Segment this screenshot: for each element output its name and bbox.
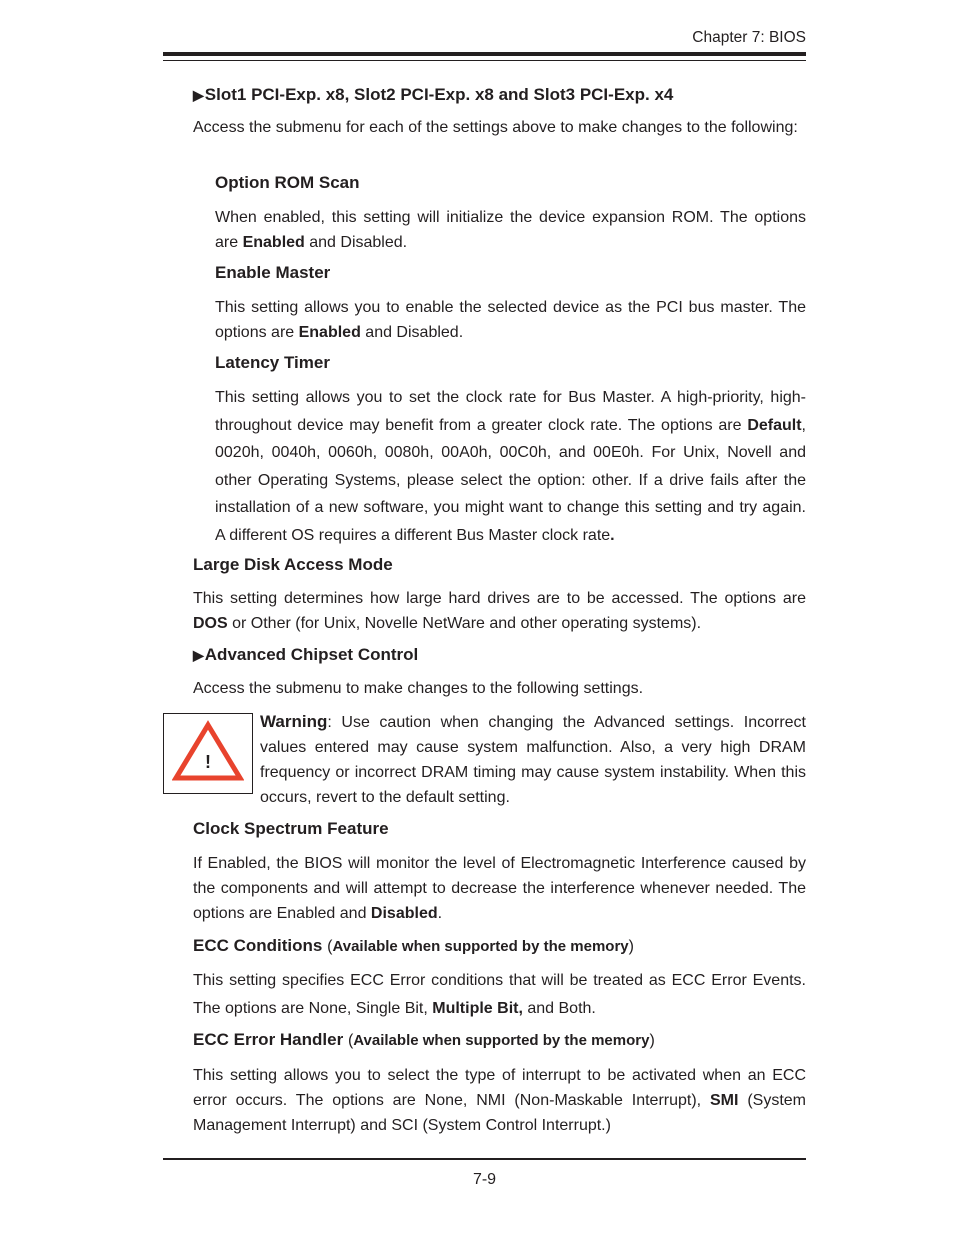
large-disk-text: This setting determines how large hard drives are to be accessed. The options are DOS or Other (for Unix, Novelle NetWare and other operating systems). xyxy=(193,590,806,632)
warning-box xyxy=(163,713,253,794)
enable-master-text: This setting allows you to enable the selected device as the PCI bus master. The options are Enabled and Disabled. xyxy=(215,299,806,341)
header-rule-thin xyxy=(163,60,806,61)
arrow-right-icon: ▶ xyxy=(193,647,204,663)
large-disk-heading: Large Disk Access Mode xyxy=(193,555,393,574)
warning-label: Warning xyxy=(260,712,328,731)
latency-timer-text: This setting allows you to set the clock rate for Bus Master. A high-priority, high-throughout device may benefit from a greater clock rate. The options are Default, 0020h, 0040h, 0060h, 0080h, 00A0h, 00C0h, and 00E0h. For Unix, Novell and other Operating Systems, please select the option: other. If a drive fails after the installation of a new software, you might want to change this setting and try again. A different OS requires a different Bus Master clock rate. xyxy=(215,389,806,544)
ecc-conditions-text: This setting specifies ECC Error conditions that will be treated as ECC Error Events. The options are None, Single Bit, Multiple Bit, and Both. xyxy=(193,972,806,1017)
enable-master-heading: Enable Master xyxy=(215,263,331,282)
slots-heading-text: Slot1 PCI-Exp. x8, Slot2 PCI-Exp. x8 and Slot3 PCI-Exp. x4 xyxy=(204,85,674,104)
slots-heading xyxy=(193,85,806,105)
warning-text: Warning: Use caution when changing the Advanced settings. Incorrect values entered may cause system malfunction. Also, a very high DRAM frequency or incorrect DRAM timing may cause system instability. When this occurs, revert to the default setting. xyxy=(260,712,806,806)
latency-timer-heading: Latency Timer xyxy=(215,353,330,372)
clock-spectrum-heading: Clock Spectrum Feature xyxy=(193,819,389,838)
clock-spectrum-text: If Enabled, the BIOS will monitor the level of Electromagnetic Interference caused by the components and will attempt to decrease the interference whenever needed. The options are Enabled and Disabled. xyxy=(193,855,806,922)
option-rom-text: When enabled, this setting will initialize the device expansion ROM. The options are Enabled and Disabled. xyxy=(215,209,806,251)
ecc-handler-text: This setting allows you to select the type of interrupt to be activated when an ECC error occurs. The options are None, NMI (Non-Maskable Interrupt), SMI (System Management Interrupt) and SCI (System Control Interrupt.) xyxy=(193,1067,806,1134)
advanced-chipset-heading xyxy=(193,645,806,665)
slots-text: Access the submenu for each of the settings above to make changes to the following: xyxy=(193,119,798,136)
header-rule-thick xyxy=(163,52,806,56)
ecc-conditions-heading: ECC Conditions (Available when supported by the memory) xyxy=(193,936,634,955)
svg-text:!: ! xyxy=(205,752,211,772)
ecc-handler-note: Available when supported by the memory xyxy=(353,1032,650,1049)
arrow-right-icon: ▶ xyxy=(193,87,204,103)
warning-triangle-icon xyxy=(172,720,244,784)
ecc-handler-heading: ECC Error Handler (Available when supported by the memory) xyxy=(193,1030,655,1049)
chapter-header: Chapter 7: BIOS xyxy=(692,29,806,46)
footer-rule xyxy=(163,1158,806,1160)
page-number: 7-9 xyxy=(472,1171,497,1188)
advanced-chipset-heading-text: Advanced Chipset Control xyxy=(204,645,419,664)
ecc-conditions-note: Available when supported by the memory xyxy=(332,938,629,955)
advanced-chipset-text: Access the submenu to make changes to the following settings. xyxy=(193,680,644,697)
option-rom-heading: Option ROM Scan xyxy=(215,173,360,192)
